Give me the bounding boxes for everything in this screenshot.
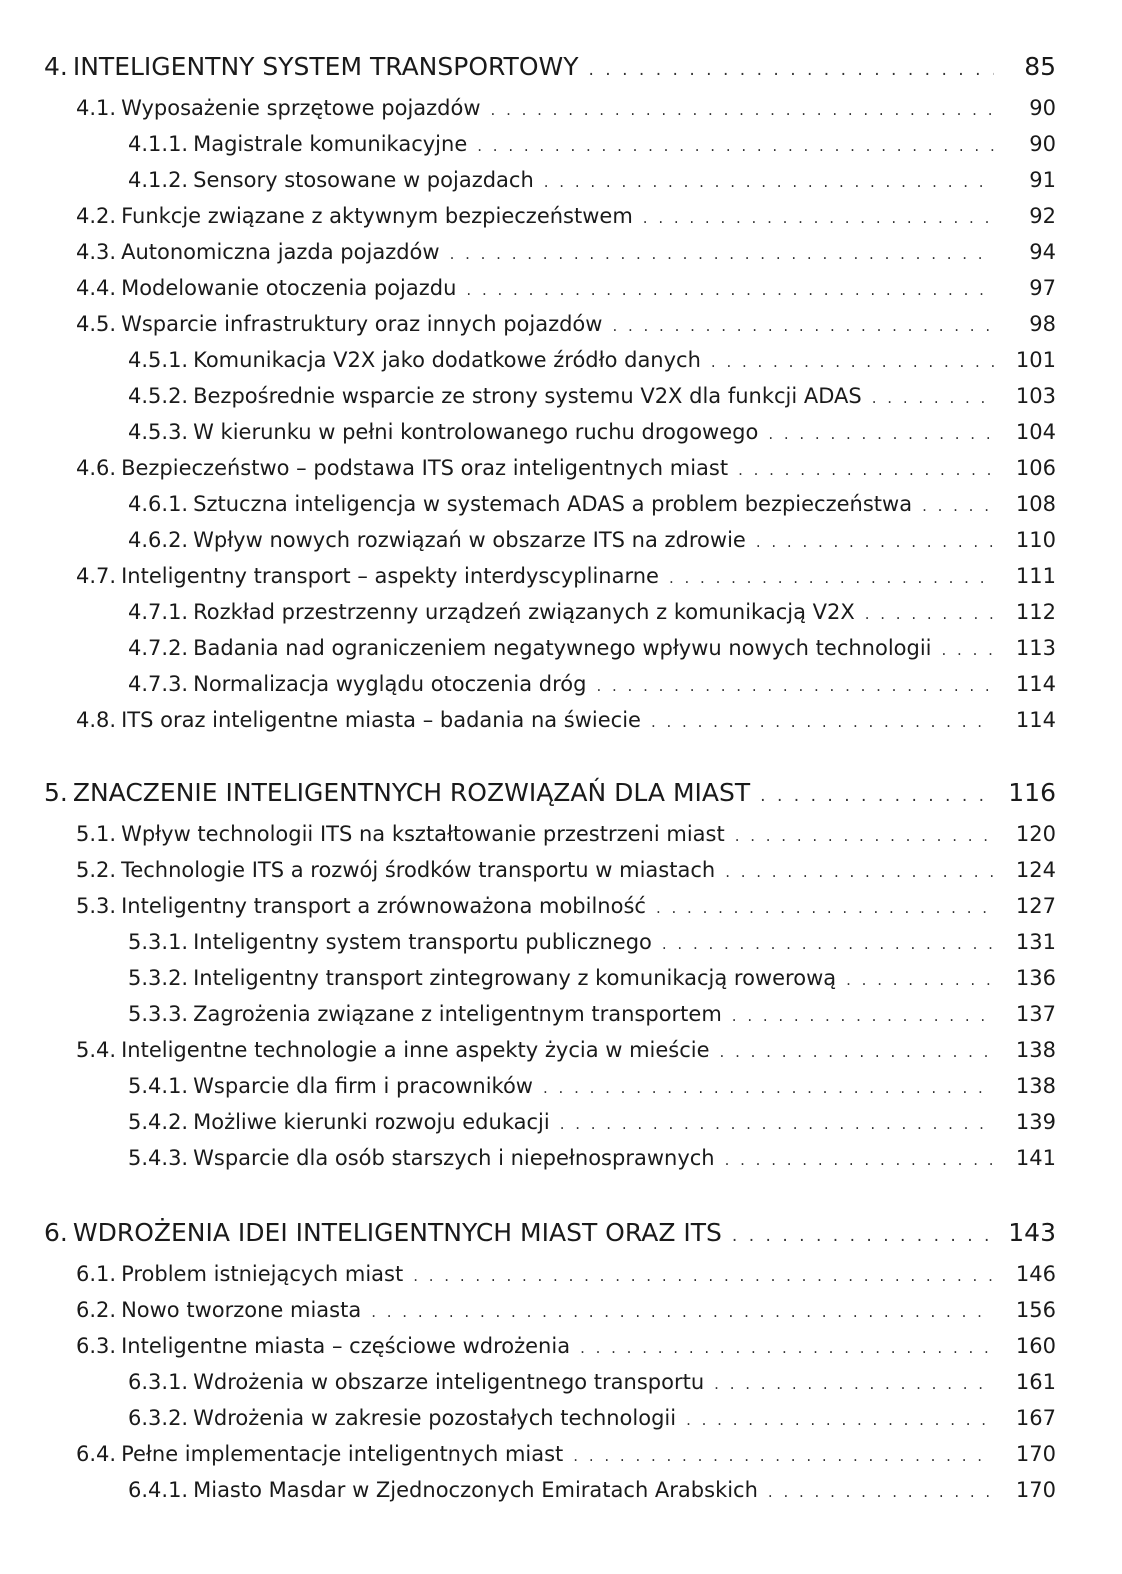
toc-entry-title: Normalizacja wyglądu otoczenia dróg xyxy=(193,672,587,696)
toc-entry-title: Inteligentny system transportu publicznego xyxy=(193,930,652,954)
toc-entry-title: Wsparcie dla osób starszych i niepełnosprawnych xyxy=(193,1146,715,1170)
toc-entry-label xyxy=(128,132,467,156)
toc-entry-title: Technologie ITS a rozwój środków transportu w miastach xyxy=(121,858,716,882)
toc-entry-title: Pełne implementacje inteligentnych miast xyxy=(121,1442,564,1466)
toc-entry-number: 5.4.1. xyxy=(128,1074,189,1098)
toc-entry-label xyxy=(128,492,912,516)
toc-entry-label xyxy=(128,1146,715,1170)
toc-section xyxy=(76,1262,1056,1286)
dot-leader xyxy=(756,533,994,551)
toc-entry-title: Komunikacja V2X jako dodatkowe źródło danych xyxy=(193,348,701,372)
toc-entry-label xyxy=(128,966,836,990)
toc-entry-title: Nowo tworzone miasta xyxy=(121,1298,362,1322)
dot-leader xyxy=(942,641,994,659)
toc-subsection xyxy=(128,1370,1056,1394)
dot-leader xyxy=(477,137,994,155)
toc-entry-number: 4.5.2. xyxy=(128,384,189,408)
toc-entry-label xyxy=(76,1298,361,1322)
toc-entry-title: Wpływ nowych rozwiązań w obszarze ITS na zdrowie xyxy=(193,528,746,552)
toc-section xyxy=(76,858,1056,882)
toc-entry-page-number: 116 xyxy=(1008,778,1056,807)
toc-entry-label xyxy=(76,204,633,228)
toc-section xyxy=(76,240,1056,264)
toc-entry-title: ITS oraz inteligentne miasta – badania na świecie xyxy=(121,708,641,732)
toc-entry-title: Miasto Masdar w Zjednoczonych Emiratach Arabskich xyxy=(193,1478,758,1502)
toc-entry-page-number: 114 xyxy=(1015,672,1056,696)
toc-entry-number: 5.1. xyxy=(76,822,117,846)
toc-subsection xyxy=(128,600,1056,624)
toc-entry-page-number: 110 xyxy=(1015,528,1056,552)
toc-subsection xyxy=(128,1074,1056,1098)
toc-entry-number: 4.1.2. xyxy=(128,168,189,192)
toc-entry-label xyxy=(128,600,855,624)
toc-section xyxy=(76,822,1056,846)
toc-chapter xyxy=(44,778,1056,807)
toc-section xyxy=(76,1442,1056,1466)
toc-entry-page-number: 113 xyxy=(1015,636,1056,660)
dot-leader xyxy=(662,935,994,953)
toc-entry-number: 4.7.1. xyxy=(128,600,189,624)
toc-entry-label xyxy=(128,384,862,408)
toc-entry-label xyxy=(76,1038,710,1062)
dot-leader xyxy=(922,497,994,515)
dot-leader xyxy=(371,1303,994,1321)
toc-section xyxy=(76,1038,1056,1062)
toc-subsection xyxy=(128,420,1056,444)
dot-leader xyxy=(725,863,994,881)
toc-entry-label xyxy=(76,1442,563,1466)
toc-subsection xyxy=(128,1406,1056,1430)
toc-entry-page-number: 108 xyxy=(1015,492,1056,516)
toc-entry-title: Wpływ technologii ITS na kształtowanie przestrzeni miast xyxy=(121,822,725,846)
dot-leader xyxy=(612,317,994,335)
toc-entry-title: Wyposażenie sprzętowe pojazdów xyxy=(121,96,481,120)
dot-leader xyxy=(768,425,994,443)
toc-chapter xyxy=(44,1218,1056,1247)
toc-entry-number: 5.4.2. xyxy=(128,1110,189,1134)
toc-entry-title: Inteligentny transport zintegrowany z komunikacją rowerową xyxy=(193,966,837,990)
dot-leader xyxy=(643,209,994,227)
dot-leader xyxy=(580,1339,994,1357)
toc-entry-page-number: 124 xyxy=(1015,858,1056,882)
toc-entry-number: 5.3.1. xyxy=(128,930,189,954)
dot-leader xyxy=(573,1447,994,1465)
toc-entry-title: Inteligentne miasta – częściowe wdrożenia xyxy=(121,1334,571,1358)
toc-entry-page-number: 138 xyxy=(1015,1038,1056,1062)
toc-subsection xyxy=(128,384,1056,408)
toc-entry-number: 4.6.2. xyxy=(128,528,189,552)
toc-entry-number: 4.6. xyxy=(76,456,117,480)
toc-entry-number: 4.5. xyxy=(76,312,117,336)
dot-leader xyxy=(865,605,994,623)
dot-leader xyxy=(768,1483,994,1501)
toc-entry-title: Sztuczna inteligencja w systemach ADAS a problem bezpieczeństwa xyxy=(193,492,913,516)
toc-section xyxy=(76,564,1056,588)
toc-entry-title: Wdrożenia w zakresie pozostałych technologii xyxy=(193,1406,677,1430)
toc-entry-label xyxy=(76,240,440,264)
toc-entry-title: Wdrożenia w obszarze inteligentnego transportu xyxy=(193,1370,705,1394)
dot-leader xyxy=(543,1079,994,1097)
toc-entry-title: Autonomiczna jazda pojazdów xyxy=(121,240,440,264)
toc-entry-number: 4.1. xyxy=(76,96,117,120)
toc-section xyxy=(76,456,1056,480)
toc-entry-label xyxy=(128,1370,704,1394)
toc-entry-number: 5.4.3. xyxy=(128,1146,189,1170)
toc-subsection xyxy=(128,348,1056,372)
toc-entry-number: 4.2. xyxy=(76,204,117,228)
dot-leader xyxy=(732,1007,994,1025)
toc-section xyxy=(76,1298,1056,1322)
toc-entry-page-number: 101 xyxy=(1015,348,1056,372)
toc-entry-page-number: 103 xyxy=(1015,384,1056,408)
toc-entry-label xyxy=(128,528,746,552)
toc-entry-page-number: 137 xyxy=(1015,1002,1056,1026)
toc-entry-title: WDROŻENIA IDEI INTELIGENTNYCH MIAST ORAZ ITS xyxy=(72,1218,722,1247)
toc-subsection xyxy=(128,492,1056,516)
toc-entry-page-number: 120 xyxy=(1015,822,1056,846)
toc-entry-page-number: 91 xyxy=(1029,168,1056,192)
toc-entry-title: Problem istniejących miast xyxy=(121,1262,404,1286)
toc-entry-title: Możliwe kierunki rozwoju edukacji xyxy=(193,1110,550,1134)
dot-leader xyxy=(651,713,994,731)
toc-entry-label xyxy=(44,778,750,807)
toc-entry-title: Badania nad ograniczeniem negatywnego wpływu nowych technologii xyxy=(193,636,932,660)
toc-entry-title: Rozkład przestrzenny urządzeń związanych z komunikacją V2X xyxy=(193,600,855,624)
toc-entry-page-number: 111 xyxy=(1015,564,1056,588)
toc-entry-title: Zagrożenia związane z inteligentnym transportem xyxy=(193,1002,722,1026)
toc-entry-label xyxy=(76,1262,403,1286)
toc-entry-number: 4.7. xyxy=(76,564,117,588)
toc-entry-number: 4.6.1. xyxy=(128,492,189,516)
toc-entry-title: Wsparcie dla firm i pracowników xyxy=(193,1074,533,1098)
toc-entry-label xyxy=(76,894,646,918)
toc-entry-page-number: 85 xyxy=(1024,52,1056,81)
toc-entry-label xyxy=(128,672,586,696)
toc-entry-label xyxy=(76,858,715,882)
toc-entry-title: Wsparcie infrastruktury oraz innych pojazdów xyxy=(121,312,603,336)
toc-subsection xyxy=(128,672,1056,696)
toc-entry-label xyxy=(128,636,932,660)
toc-entry-title: Bezpieczeństwo – podstawa ITS oraz inteligentnych miast xyxy=(121,456,729,480)
toc-subsection xyxy=(128,930,1056,954)
toc-entry-label xyxy=(128,348,701,372)
toc-section xyxy=(76,312,1056,336)
toc-subsection xyxy=(128,528,1056,552)
toc-entry-page-number: 131 xyxy=(1015,930,1056,954)
toc-subsection xyxy=(128,1110,1056,1134)
toc-entry-title: Magistrale komunikacyjne xyxy=(193,132,468,156)
toc-entry-page-number: 112 xyxy=(1015,600,1056,624)
toc-entry-page-number: 138 xyxy=(1015,1074,1056,1098)
toc-entry-label xyxy=(76,708,641,732)
toc-subsection xyxy=(128,636,1056,660)
toc-entry-number: 4.3. xyxy=(76,240,117,264)
toc-entry-label xyxy=(128,1074,533,1098)
toc-entry-number: 5.4. xyxy=(76,1038,117,1062)
toc-entry-number: 6.1. xyxy=(76,1262,117,1286)
dot-leader xyxy=(596,677,994,695)
dot-leader xyxy=(714,1375,994,1393)
toc-entry-page-number: 141 xyxy=(1015,1146,1056,1170)
dot-leader xyxy=(735,827,994,845)
dot-leader xyxy=(760,786,990,806)
dot-leader xyxy=(725,1151,994,1169)
toc-entry-label xyxy=(76,1334,570,1358)
toc-entry-number: 6.3. xyxy=(76,1334,117,1358)
dot-leader xyxy=(711,353,994,371)
toc-entry-page-number: 146 xyxy=(1015,1262,1056,1286)
toc-section xyxy=(76,708,1056,732)
toc-entry-number: 6.4.1. xyxy=(128,1478,189,1502)
toc-entry-label xyxy=(76,96,481,120)
toc-entry-page-number: 92 xyxy=(1029,204,1056,228)
toc-entry-label xyxy=(128,1002,722,1026)
toc-entry-number: 5.3.3. xyxy=(128,1002,189,1026)
toc-entry-page-number: 136 xyxy=(1015,966,1056,990)
toc-entry-page-number: 156 xyxy=(1015,1298,1056,1322)
toc-entry-title: W kierunku w pełni kontrolowanego ruchu drogowego xyxy=(193,420,759,444)
toc-entry-page-number: 90 xyxy=(1029,96,1056,120)
toc-entry-label xyxy=(76,312,602,336)
dot-leader xyxy=(738,461,994,479)
toc-section xyxy=(76,894,1056,918)
toc-entry-title: Inteligentny transport – aspekty interdyscyplinarne xyxy=(121,564,659,588)
toc-entry-label xyxy=(128,1406,676,1430)
toc-entry-page-number: 139 xyxy=(1015,1110,1056,1134)
toc-entry-title: Inteligentne technologie a inne aspekty życia w mieście xyxy=(121,1038,710,1062)
toc-chapter xyxy=(44,52,1056,81)
toc-entry-label xyxy=(44,1218,722,1247)
dot-leader xyxy=(720,1043,994,1061)
toc-entry-number: 4.7.3. xyxy=(128,672,189,696)
toc-entry-number: 5.2. xyxy=(76,858,117,882)
toc-entry-number: 4.1.1. xyxy=(128,132,189,156)
toc-entry-number: 6.4. xyxy=(76,1442,117,1466)
toc-subsection xyxy=(128,966,1056,990)
toc-entry-label xyxy=(128,1478,758,1502)
toc-entry-page-number: 114 xyxy=(1015,708,1056,732)
toc-entry-label xyxy=(128,1110,550,1134)
toc-subsection xyxy=(128,1002,1056,1026)
toc-entry-title: Funkcje związane z aktywnym bezpieczeństwem xyxy=(121,204,633,228)
dot-leader xyxy=(589,60,995,80)
dot-leader xyxy=(450,245,994,263)
toc-entry-label xyxy=(76,564,659,588)
toc-subsection xyxy=(128,1478,1056,1502)
toc-entry-page-number: 104 xyxy=(1015,420,1056,444)
toc-entry-title: Inteligentny transport a zrównoważona mobilność xyxy=(121,894,646,918)
toc-entry-page-number: 90 xyxy=(1029,132,1056,156)
toc-section xyxy=(76,1334,1056,1358)
toc-section xyxy=(76,276,1056,300)
toc-entry-page-number: 161 xyxy=(1015,1370,1056,1394)
toc-entry-number: 6.3.1. xyxy=(128,1370,189,1394)
toc-entry-number: 4.5.3. xyxy=(128,420,189,444)
toc-entry-label xyxy=(76,456,728,480)
toc-entry-label xyxy=(128,420,758,444)
dot-leader xyxy=(669,569,994,587)
toc-entry-page-number: 127 xyxy=(1015,894,1056,918)
toc-entry-label xyxy=(128,168,534,192)
toc-entry-label xyxy=(128,930,652,954)
dot-leader xyxy=(560,1115,994,1133)
dot-leader xyxy=(732,1226,990,1246)
dot-leader xyxy=(491,101,994,119)
toc-entry-label xyxy=(44,52,579,81)
dot-leader xyxy=(872,389,994,407)
toc-entry-label xyxy=(76,276,456,300)
toc-entry-number: 6. xyxy=(44,1218,68,1247)
dot-leader xyxy=(656,899,994,917)
toc-entry-title: ZNACZENIE INTELIGENTNYCH ROZWIĄZAŃ DLA MIAST xyxy=(72,778,751,807)
toc-entry-title: Sensory stosowane w pojazdach xyxy=(193,168,534,192)
toc-section xyxy=(76,96,1056,120)
toc-subsection xyxy=(128,132,1056,156)
toc-entry-title: INTELIGENTNY SYSTEM TRANSPORTOWY xyxy=(72,52,579,81)
toc-entry-title: Bezpośrednie wsparcie ze strony systemu V2X dla funkcji ADAS xyxy=(193,384,862,408)
toc-entry-number: 5. xyxy=(44,778,68,807)
toc-entry-number: 4.7.2. xyxy=(128,636,189,660)
toc-entry-page-number: 94 xyxy=(1029,240,1056,264)
toc-entry-number: 4.5.1. xyxy=(128,348,189,372)
toc-entry-number: 5.3.2. xyxy=(128,966,189,990)
toc-entry-page-number: 98 xyxy=(1029,312,1056,336)
toc-entry-number: 6.2. xyxy=(76,1298,117,1322)
dot-leader xyxy=(413,1267,994,1285)
toc-entry-number: 4.8. xyxy=(76,708,117,732)
toc-subsection xyxy=(128,168,1056,192)
toc-entry-page-number: 170 xyxy=(1015,1442,1056,1466)
toc-entry-number: 4. xyxy=(44,52,68,81)
toc-section xyxy=(76,204,1056,228)
toc-entry-page-number: 97 xyxy=(1029,276,1056,300)
dot-leader xyxy=(544,173,994,191)
toc-entry-number: 5.3. xyxy=(76,894,117,918)
dot-leader xyxy=(686,1411,994,1429)
dot-leader xyxy=(466,281,994,299)
toc-entry-page-number: 160 xyxy=(1015,1334,1056,1358)
toc-entry-page-number: 106 xyxy=(1015,456,1056,480)
toc-entry-page-number: 167 xyxy=(1015,1406,1056,1430)
toc-entry-page-number: 143 xyxy=(1008,1218,1056,1247)
toc-entry-number: 4.4. xyxy=(76,276,117,300)
toc-subsection xyxy=(128,1146,1056,1170)
dot-leader xyxy=(846,971,994,989)
toc-entry-number: 6.3.2. xyxy=(128,1406,189,1430)
toc-entry-label xyxy=(76,822,725,846)
toc-entry-title: Modelowanie otoczenia pojazdu xyxy=(121,276,457,300)
toc-entry-page-number: 170 xyxy=(1015,1478,1056,1502)
